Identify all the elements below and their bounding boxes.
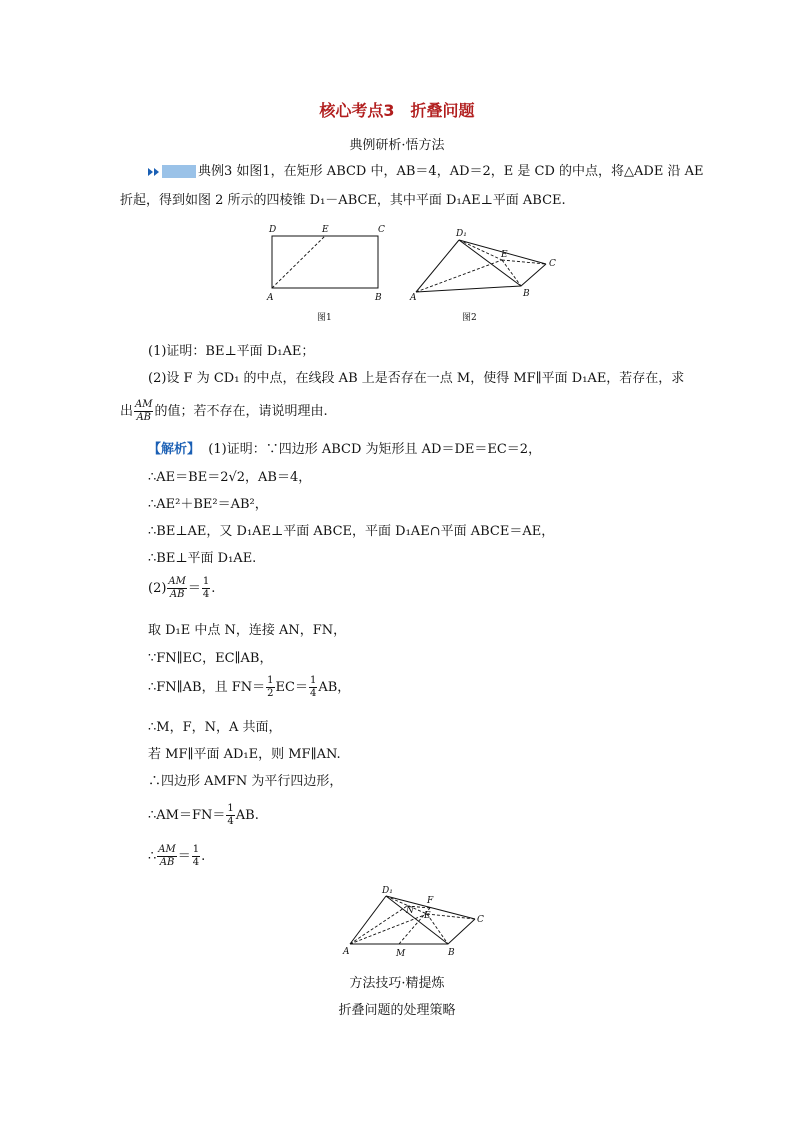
edge-d1b (386, 896, 448, 944)
label-a: A (410, 293, 417, 303)
figure-2 (406, 224, 566, 324)
label-d1: D₁ (456, 229, 467, 239)
solution-line-1: 【解析】 (1)证明：∵四边形 ABCD 为矩形且 AD＝DE＝EC＝2， (148, 442, 542, 457)
label-e: E (501, 250, 508, 260)
solution-line-14: ∴ $\frac{AM}{AB}$ ＝ $\frac{1}{4}$ . (148, 844, 206, 868)
question-2-line-2: 出 $\frac{AM}{AB}$ 的值；若不存在，请说明理由. (120, 399, 328, 423)
fraction-am-ab: $\frac{AM}{AB}$ (135, 399, 153, 423)
label-a: A (343, 947, 350, 957)
solution-line-6: (2) $\frac{AM}{AB}$ ＝ $\frac{1}{4}$ . (148, 576, 216, 600)
question-2-line-1: (2)设 F 为 CD₁ 的中点，在线段 AB 上是否存在一点 M，使得 MF∥平面 D₁AE，若存在，求 (148, 371, 685, 386)
label-f: F (427, 896, 434, 906)
solution-tag: 【解析】 (148, 442, 201, 457)
label-d: D (269, 225, 277, 235)
label-b: B (375, 293, 382, 303)
edge-eb (502, 260, 521, 286)
example-line-1 (148, 160, 703, 179)
label-e: E (322, 225, 329, 235)
label-b: B (448, 948, 455, 958)
label-b: B (523, 289, 530, 299)
solution-line-2: ∴AE＝BE＝2√2，AB＝4， (148, 470, 312, 485)
label-d1: D₁ (382, 886, 393, 896)
label-e: E (424, 911, 431, 921)
solution-line-10: ∴M，F，N，A 共面， (148, 720, 282, 735)
label-m: M (396, 949, 406, 958)
solution-line-13: ∴AM＝FN＝ $\frac{1}{4}$ AB. (148, 803, 259, 827)
label-c: C (378, 225, 385, 235)
method-subheading: 折叠问题的处理策略 (338, 1003, 456, 1018)
solution-line-3: ∴AE²＋BE²＝AB²， (148, 497, 268, 512)
example-line-2: 折起，得到如图 2 所示的四棱锥 D₁－ABCE，其中平面 D₁AE⊥平面 ABCE. (120, 193, 566, 208)
figure-2-caption: 图2 (462, 313, 477, 323)
example-text: 典例3 如图1，在矩形 ABCD 中，AB＝4，AD＝2，E 是 CD 的中点，将△ADE 沿 AE (198, 164, 704, 179)
page-title: 核心考点3 折叠问题 (319, 101, 475, 120)
solution-line-11: 若 MF∥平面 AD₁E，则 MF∥AN. (148, 747, 341, 762)
method-heading: 方法技巧·精提炼 (349, 976, 445, 991)
question-1: (1)证明：BE⊥平面 D₁AE； (148, 344, 315, 359)
fold-line-ae (272, 236, 325, 288)
edge-ec (427, 914, 475, 919)
label-n: N (406, 906, 414, 916)
figure-3 (340, 884, 490, 958)
label-c: C (477, 915, 484, 925)
label-a: A (267, 293, 274, 303)
edge-ad1 (350, 896, 386, 944)
solution-line-7: 取 D₁E 中点 N，连接 AN，FN， (148, 623, 347, 638)
section-heading: 典例研析·悟方法 (349, 138, 445, 153)
solution-line-12: ∴四边形 AMFN 为平行四边形， (148, 774, 343, 789)
figure-1-caption: 图1 (317, 313, 332, 323)
solution-line-8: ∵FN∥EC，EC∥AB， (148, 651, 273, 666)
arrow-marker-icon (148, 166, 162, 178)
figure-1 (262, 222, 394, 324)
rectangle-abcd (272, 236, 378, 288)
solution-line-5: ∴BE⊥平面 D₁AE. (148, 551, 257, 566)
edge-d1b (459, 240, 521, 286)
label-c: C (549, 259, 556, 269)
solution-line-9: ∴FN∥AB，且 FN＝ $\frac{1}{2}$ EC＝ $\frac{1}{4}$ AB， (148, 675, 351, 699)
highlight-bar (162, 165, 196, 178)
solution-line-4: ∴BE⊥AE，又 D₁AE⊥平面 ABCE，平面 D₁AE∩平面 ABCE＝AE， (148, 524, 555, 539)
